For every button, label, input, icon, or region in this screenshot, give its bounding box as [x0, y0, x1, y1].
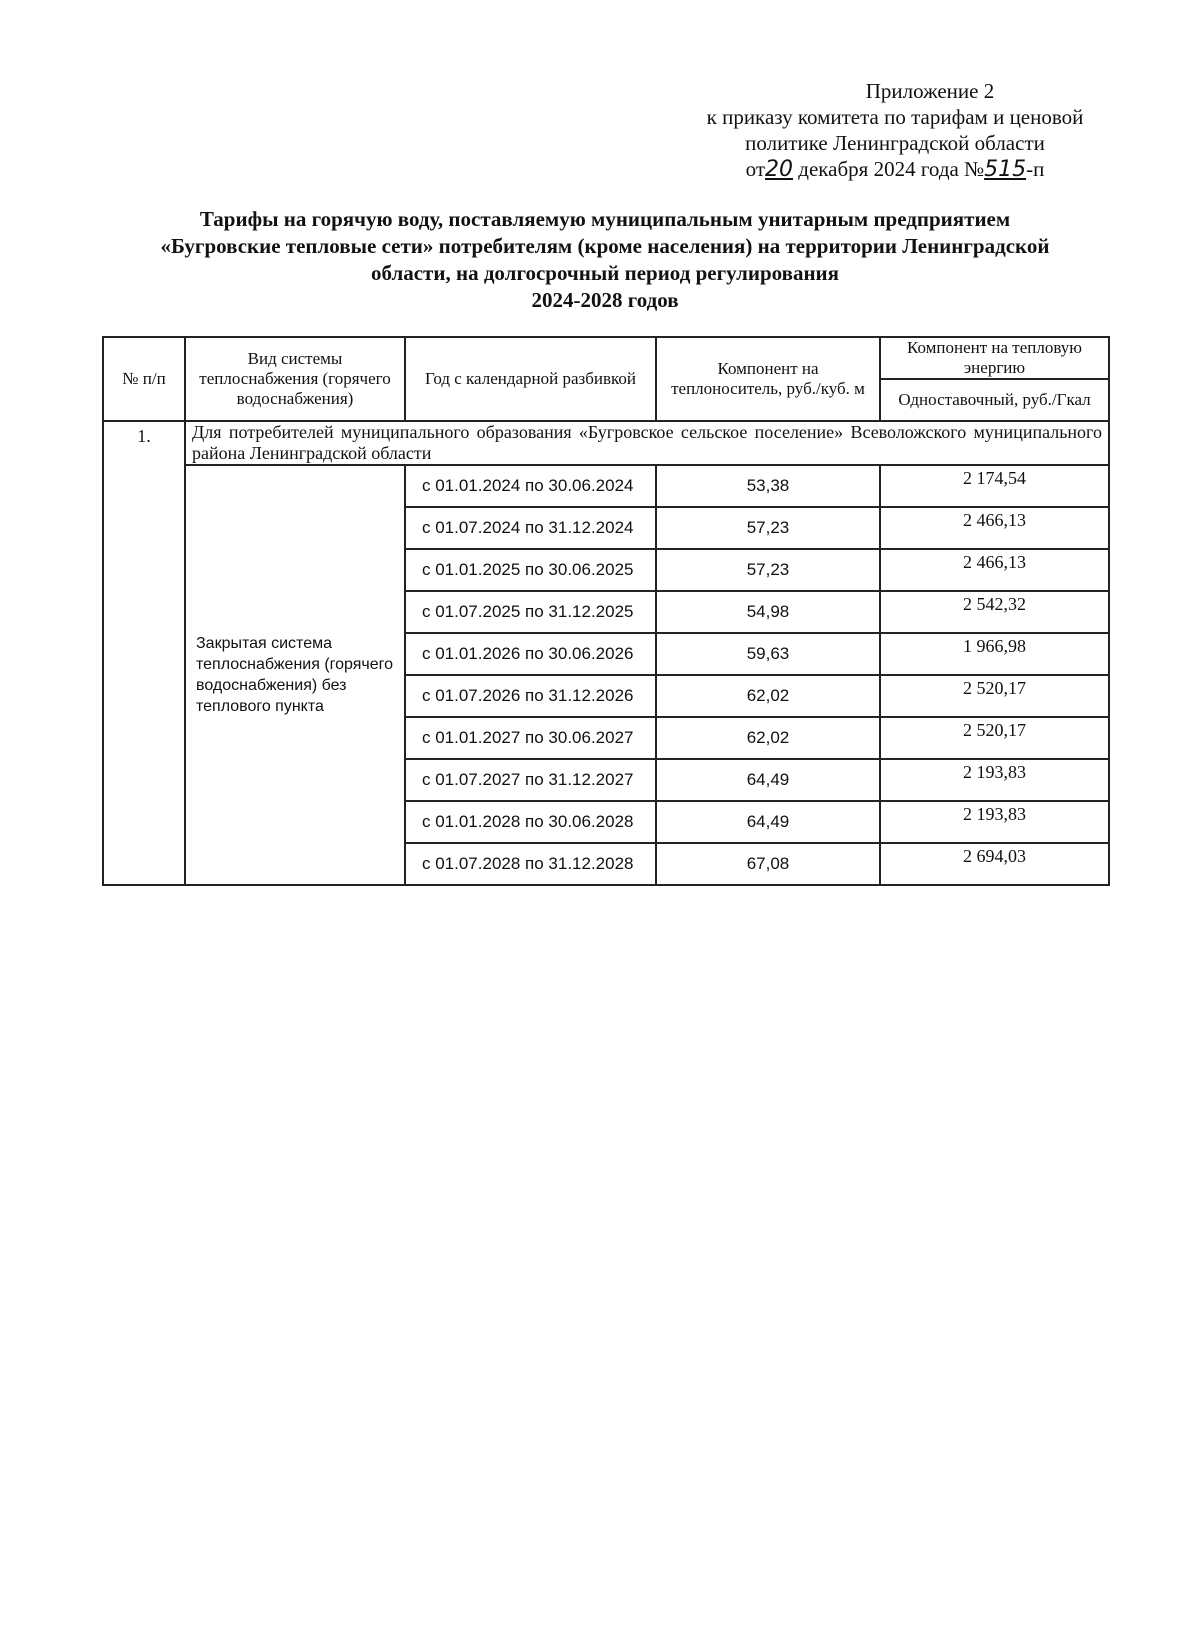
header-period: Год с календарной разбивкой — [405, 337, 656, 421]
header-energy: Одноставочный, руб./Гкал — [880, 379, 1109, 421]
tariff-table — [102, 336, 1110, 886]
energy-cell: 2 193,83 — [880, 759, 1109, 801]
section-number: 1. — [103, 421, 185, 885]
energy-cell: 2 466,13 — [880, 507, 1109, 549]
period-cell: с 01.07.2028 по 31.12.2028 — [405, 843, 656, 885]
energy-cell: 2 466,13 — [880, 549, 1109, 591]
header-energy-group: Компонент на тепловую энергию — [880, 337, 1109, 379]
energy-cell: 2 520,17 — [880, 675, 1109, 717]
section-row — [103, 421, 1109, 465]
appendix-title: Приложение 2 — [865, 79, 995, 103]
title-line-1: Тарифы на горячую воду, поставляемую муниципальным унитарным предприятием — [199, 207, 1011, 231]
period-cell: с 01.07.2026 по 31.12.2026 — [405, 675, 656, 717]
date-prefix: от — [745, 157, 766, 181]
document-title — [100, 206, 1110, 314]
appendix-line-2: к приказу комитета по тарифам и ценовой — [706, 105, 1084, 129]
title-line-3: области, на долгосрочный период регулирования — [370, 261, 840, 285]
appendix-line-3: политике Ленинградской области — [745, 131, 1045, 155]
carrier-cell: 62,02 — [656, 717, 880, 759]
energy-cell: 2 174,54 — [880, 465, 1109, 507]
period-cell: с 01.01.2028 по 30.06.2028 — [405, 801, 656, 843]
energy-cell: 2 542,32 — [880, 591, 1109, 633]
period-cell: с 01.07.2027 по 31.12.2027 — [405, 759, 656, 801]
period-cell: с 01.01.2026 по 30.06.2026 — [405, 633, 656, 675]
period-cell: с 01.01.2024 по 30.06.2024 — [405, 465, 656, 507]
table-row — [103, 465, 1109, 507]
carrier-cell: 54,98 — [656, 591, 880, 633]
carrier-cell: 57,23 — [656, 507, 880, 549]
period-cell: с 01.01.2025 по 30.06.2025 — [405, 549, 656, 591]
energy-cell: 2 520,17 — [880, 717, 1109, 759]
carrier-cell: 57,23 — [656, 549, 880, 591]
order-suffix: -п — [1026, 157, 1045, 181]
period-cell: с 01.01.2027 по 30.06.2027 — [405, 717, 656, 759]
header-num: № п/п — [103, 337, 185, 421]
date-middle: декабря 2024 года № — [798, 157, 985, 181]
carrier-cell: 53,38 — [656, 465, 880, 507]
energy-cell: 2 694,03 — [880, 843, 1109, 885]
header-carrier: Компонент на теплоноситель, руб./куб. м — [656, 337, 880, 421]
header-row — [103, 337, 1109, 379]
carrier-cell: 64,49 — [656, 801, 880, 843]
appendix-date-line — [660, 156, 1130, 183]
title-line-4: 2024-2028 годов — [531, 288, 679, 312]
carrier-cell: 67,08 — [656, 843, 880, 885]
carrier-cell: 64,49 — [656, 759, 880, 801]
section-text: Для потребителей муниципального образования «Бугровское сельское поселение» Всеволожского муниципального района Ленинградской области — [185, 421, 1109, 465]
period-cell: с 01.07.2024 по 31.12.2024 — [405, 507, 656, 549]
energy-cell: 1 966,98 — [880, 633, 1109, 675]
header-system: Вид системы теплоснабжения (горячего водоснабжения) — [185, 337, 405, 421]
title-line-2: «Бугровские тепловые сети» потребителям (кроме населения) на территории Ленинградской — [160, 234, 1050, 258]
handwritten-order-number: 515 — [984, 157, 1027, 182]
energy-cell: 2 193,83 — [880, 801, 1109, 843]
carrier-cell: 59,63 — [656, 633, 880, 675]
system-type: Закрытая система теплоснабжения (горячего водоснабжения) без теплового пункта — [185, 465, 405, 885]
appendix-block — [660, 78, 1130, 183]
period-cell: с 01.07.2025 по 31.12.2025 — [405, 591, 656, 633]
handwritten-day: 20 — [765, 157, 794, 182]
carrier-cell: 62,02 — [656, 675, 880, 717]
